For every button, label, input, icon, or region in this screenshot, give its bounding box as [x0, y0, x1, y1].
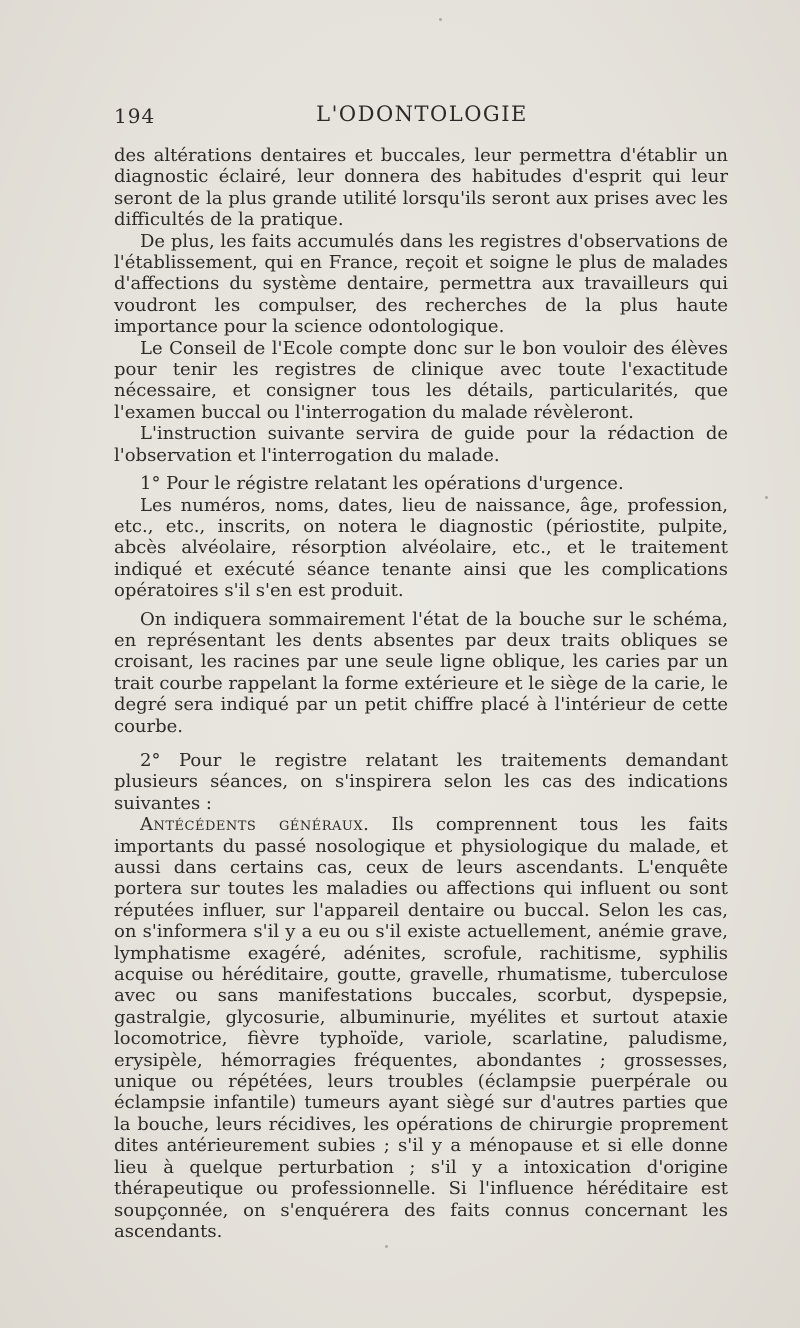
- paragraph: On indiquera sommairement l'état de la bouche sur le schéma, en représentant les dents absentes par deux traits obliques se croisant, les racines par une seule ligne oblique, les caries par un trait courbe rappelant la forme extérieure et le siège de la carie, le degré sera indiqué par un petit chiffre placé à l'intérieur de cette courbe.: [114, 608, 728, 737]
- paragraph-antecedents: [114, 814, 728, 1242]
- paragraph: De plus, les faits accumulés dans les registres d'observations de l'établissement, qui en France, reçoit et soigne le plus de malades d'affections du système dentaire, permettra aux travailleurs qui voudront les compulser, des recherches de la plus haute importance pour la science odontologique.: [114, 230, 728, 338]
- running-head: [114, 102, 730, 132]
- paper-speck: [765, 496, 768, 499]
- body-text: [114, 145, 728, 1242]
- paragraph: Le Conseil de l'Ecole compte donc sur le bon vouloir des élèves pour tenir les registres de clinique avec toute l'exactitude nécessaire, et consigner tous les détails, particularités, que l'examen buccal ou l'interrogation du malade révèleront.: [114, 337, 728, 423]
- section-heading-traitements: 2° Pour le registre relatant les traitements demandant plusieurs séances, on s'inspirera selon les cas des indications suivantes :: [114, 749, 728, 814]
- journal-title: L'ODONTOLOGIE: [316, 102, 528, 126]
- paper-speck: [439, 18, 442, 21]
- paragraph: Les numéros, noms, dates, lieu de naissance, âge, profession, etc., etc., inscrits, on notera le diagnostic (périostite, pulpite, abcès alvéolaire, résorption alvéolaire, etc., et le traitement indiqué et exécuté séance tenante ainsi que les complications opératoires s'il s'en est produit.: [114, 494, 728, 602]
- paragraph: L'instruction suivante servira de guide pour la rédaction de l'observation et l'interrogation du malade.: [114, 423, 728, 466]
- paragraph-continuation: des altérations dentaires et buccales, leur permettra d'établir un diagnostic éclairé, leur donnera des habitudes d'esprit qui leur seront de la plus grande utilité lorsqu'ils seront aux prises avec les difficultés de la pratique.: [114, 145, 728, 231]
- section-heading-urgence: 1° Pour le régistre relatant les opérations d'urgence.: [140, 473, 624, 495]
- paper-speck: [385, 1245, 388, 1248]
- antecedents-text: Ils comprennent tous les faits importants du passé nosologique et physiologique du malade, et aussi dans certains cas, ceux de leurs ascendants. L'enquête portera sur toutes les maladies ou affections qui influent ou sont réputées influer, sur l'appareil dentaire ou buccal. Selon les cas, on s'informera s'il y a eu ou s'il existe actuellement, anémie grave, lymphatisme exagéré, adénites, scrofule, rachitisme, syphilis acquise ou héréditaire, goutte, gravelle, rhumatisme, tuberculose avec ou sans manifestations buccales, scorbut, dyspepsie, gastralgie, glycosurie, albuminurie, myélites et surtout ataxie locomotrice, fièvre typhoïde, variole, scarlatine, paludisme, erysipèle, hémorragies fréquentes, abondantes ; grossesses, unique ou répétées, leurs troubles (éclampsie puerpérale ou éclampsie infantile) tumeurs ayant siègé sur d'autres parties que la bouche, leurs récidives, les opérations de chirurgie proprement dites antérieurement subies ; s'il y a ménopause et si elle donne lieu à quelque perturbation ; s'il y a intoxication d'origine thérapeutique ou professionnelle. Si l'influence héréditaire est soupçonnée, on s'enquérera des faits connus concernant les ascendants.: [114, 814, 729, 1242]
- page-number: 194: [114, 104, 156, 128]
- antecedents-label: Antécédents généraux.: [140, 814, 370, 836]
